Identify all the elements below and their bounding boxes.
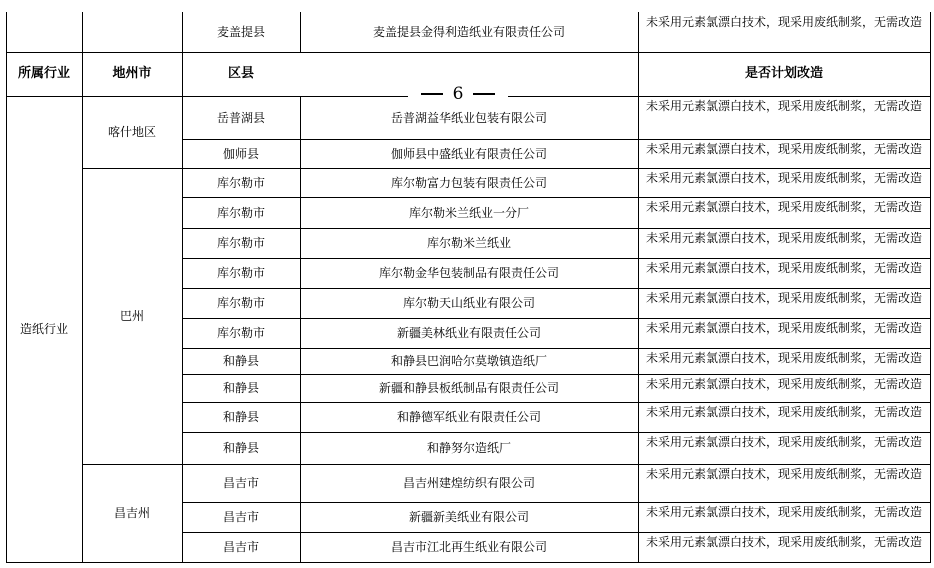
county-cell: 库尔勒市: [216, 175, 265, 190]
status-cell: 未采用元素氯漂白技术，现采用废纸制浆，无需改造: [646, 467, 923, 481]
company-cell: 麦盖提县金得利造纸业有限责任公司: [372, 24, 565, 39]
region-cell: 喀什地区: [107, 125, 156, 139]
county-cell: 和静县: [222, 410, 259, 424]
county-cell: 和静县: [222, 354, 259, 368]
company-cell: 岳普湖益华纸业包装有限公司: [390, 110, 547, 125]
status-cell: 未采用元素氯漂白技术，现采用废纸制浆，无需改造: [646, 351, 923, 365]
page-number-text: 6: [452, 84, 464, 104]
county-cell: 和静县: [222, 441, 259, 455]
header-county: 区县: [227, 66, 254, 81]
county-cell: 昌吉市: [222, 540, 259, 554]
company-cell: 库尔勒米兰纸业一分厂: [408, 205, 529, 220]
county-cell: 伽师县: [222, 146, 259, 161]
header-region: 地州市: [112, 66, 152, 81]
status-cell: 未采用元素氯漂白技术，现采用废纸制浆，无需改造: [646, 171, 923, 185]
county-cell: 库尔勒市: [216, 236, 265, 250]
status-cell: 未采用元素氯漂白技术，现采用废纸制浆，无需改造: [646, 535, 923, 549]
company-cell: 和静县巴润哈尔莫墩镇造纸厂: [390, 354, 547, 368]
county-cell: 库尔勒市: [216, 296, 265, 310]
company-cell: 昌吉州建煌纺织有限公司: [402, 476, 535, 490]
status-cell: 未采用元素氯漂白技术，现采用废纸制浆，无需改造: [646, 377, 923, 391]
county-cell: 库尔勒市: [216, 266, 265, 280]
company-cell: 伽师县中盛纸业有限责任公司: [390, 146, 547, 161]
status-cell: 未采用元素氯漂白技术，现采用废纸制浆，无需改造: [646, 200, 923, 214]
page-number-dash-left: [421, 93, 443, 95]
grid-line: [6, 562, 931, 563]
status-cell: 未采用元素氯漂白技术，现采用废纸制浆，无需改造: [646, 15, 923, 29]
status-cell: 未采用元素氯漂白技术，现采用废纸制浆，无需改造: [646, 321, 923, 335]
company-cell: 库尔勒天山纸业有限公司: [402, 296, 535, 310]
status-cell: 未采用元素氯漂白技术，现采用废纸制浆，无需改造: [646, 435, 923, 449]
company-cell: 昌吉市江北再生纸业有限公司: [390, 540, 547, 554]
status-cell: 未采用元素氯漂白技术，现采用废纸制浆，无需改造: [646, 99, 923, 113]
county-cell: 岳普湖县: [216, 110, 265, 125]
company-cell: 新疆新美纸业有限公司: [408, 510, 529, 524]
company-cell: 和静德军纸业有限责任公司: [396, 410, 541, 424]
company-cell: 库尔勒米兰纸业: [426, 236, 511, 250]
status-cell: 未采用元素氯漂白技术，现采用废纸制浆，无需改造: [646, 505, 923, 519]
company-cell: 库尔勒富力包装有限责任公司: [390, 175, 547, 190]
grid-line: [930, 12, 931, 562]
region-cell: 昌吉州: [113, 506, 150, 520]
industry-cell: 造纸行业: [19, 322, 68, 336]
company-cell: 新疆和静县板纸制品有限责任公司: [378, 381, 559, 395]
county-cell: 麦盖提县: [216, 24, 265, 39]
company-cell: 新疆美林纸业有限责任公司: [396, 326, 541, 340]
region-cell: 巴州: [119, 309, 144, 323]
status-cell: 未采用元素氯漂白技术，现采用废纸制浆，无需改造: [646, 142, 923, 156]
header-plan: 是否计划改造: [744, 66, 823, 81]
status-cell: 未采用元素氯漂白技术，现采用废纸制浆，无需改造: [646, 231, 923, 245]
county-cell: 昌吉市: [222, 510, 259, 524]
status-cell: 未采用元素氯漂白技术，现采用废纸制浆，无需改造: [646, 261, 923, 275]
status-cell: 未采用元素氯漂白技术，现采用废纸制浆，无需改造: [646, 405, 923, 419]
company-cell: 库尔勒金华包装制品有限责任公司: [378, 266, 559, 280]
county-cell: 库尔勒市: [216, 205, 265, 220]
county-cell: 库尔勒市: [216, 326, 265, 340]
county-cell: 昌吉市: [222, 476, 259, 490]
page-number-dash-right: [473, 93, 495, 95]
county-cell: 和静县: [222, 381, 259, 395]
status-cell: 未采用元素氯漂白技术，现采用废纸制浆，无需改造: [646, 291, 923, 305]
company-cell: 和静努尔造纸厂: [426, 441, 511, 455]
header-industry: 所属行业: [17, 66, 70, 81]
